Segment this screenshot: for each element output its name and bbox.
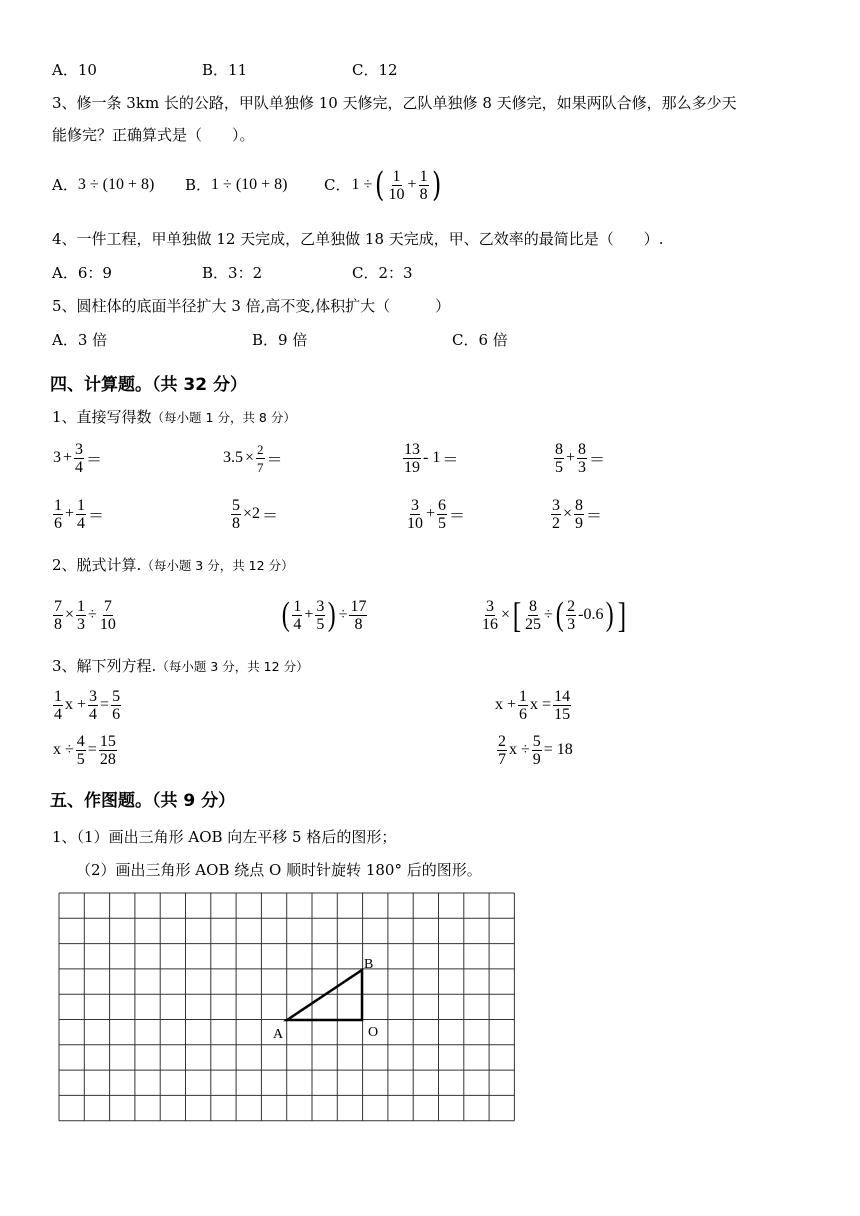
- fraction: $\frac{3}{16}$: [482, 597, 498, 633]
- fraction: $\frac{1}{8}$: [419, 167, 428, 203]
- q4-option-b: B．3：2: [202, 264, 263, 282]
- q2-option-c: C．12: [352, 61, 398, 79]
- fraction: $\frac{1}{4}$: [54, 687, 62, 723]
- direct-calc-7: $\frac{3}{10}$ + $\frac{6}{5}$ ＝: [407, 496, 466, 532]
- q3-text-line1: 3、修一条 3km 长的公路，甲队单独修 10 天修完，乙队单独修 8 天修完，如果两队合修，那么多少天: [52, 94, 737, 112]
- drawing-grid[interactable]: [58, 892, 518, 1124]
- direct-calc-4: $\frac{8}{5}$ + $\frac{8}{3}$ ＝: [555, 440, 606, 476]
- part3-title: 3、解下列方程.: [52, 657, 157, 675]
- label-b: B: [364, 957, 374, 972]
- q4-text: 4、一件工程，甲单独做 12 天完成，乙单独做 18 天完成，甲、乙效率的最简比是（ ）.: [52, 230, 664, 248]
- fraction: $\frac{7}{10}$: [99, 597, 116, 633]
- label-a: A: [273, 1027, 284, 1042]
- fraction: $\frac{1}{6}$: [519, 687, 528, 723]
- stepwise-calc-1: $\frac{7}{8}$ × $\frac{1}{3}$ ÷ $\frac{7}{10}$: [54, 597, 116, 633]
- fraction: $\frac{5}{6}$: [112, 687, 121, 723]
- equation-4: $\frac{2}{7}$ x ÷ $\frac{5}{9}$ = 18: [498, 732, 573, 768]
- part1-heading: [52, 407, 296, 427]
- fraction: $\frac{15}{28}$: [99, 732, 116, 768]
- fraction: $\frac{3}{4}$: [75, 440, 84, 476]
- fraction: $\frac{8}{3}$: [578, 440, 587, 476]
- fraction: $\frac{5}{9}$: [532, 732, 541, 768]
- q5-option-c: C．6 倍: [452, 331, 508, 349]
- fraction: $\frac{3}{5}$: [316, 597, 325, 633]
- section-5-title: 五、作图题。（共 9 分）: [50, 791, 236, 811]
- fraction: $\frac{1}{4}$: [293, 597, 302, 633]
- q2-option-b: B．11: [202, 61, 248, 79]
- section-4-title: 四、计算题。（共 32 分）: [50, 375, 247, 395]
- fraction: $\frac{3}{10}$: [407, 496, 423, 532]
- direct-calc-5: $\frac{1}{6}$ + $\frac{1}{4}$ ＝: [54, 496, 105, 532]
- equation-3: x ÷ $\frac{4}{5}$ = $\frac{15}{28}$: [53, 732, 116, 768]
- fraction: $\frac{4}{5}$: [76, 732, 85, 768]
- fraction: $\frac{1}{10}$: [388, 167, 405, 203]
- fraction: $\frac{6}{5}$: [438, 496, 447, 532]
- q3-text-line2: 能修完？正确算式是（ ）。: [52, 126, 255, 144]
- part3-heading: [52, 656, 309, 676]
- stepwise-calc-2: ( $\frac{1}{4}$ + $\frac{3}{5}$ ) ÷ $\frac{17}{8}$: [281, 596, 367, 633]
- q3-option-a-expr: 3 ÷ (10 + 8): [77, 176, 155, 193]
- q2-option-a: A．10: [52, 61, 97, 79]
- drawing-task-1: 1、（1）画出三角形 AOB 向左平移 5 格后的图形；: [52, 828, 397, 846]
- q3-option-a: A． 3 ÷ (10 + 8): [52, 176, 155, 194]
- direct-calc-1: 3 + $\frac{3}{4}$ ＝: [53, 440, 103, 476]
- fraction: $\frac{7}{8}$: [54, 597, 62, 633]
- direct-calc-2: 3.5 × $\frac{2}{7}$ ＝: [223, 441, 283, 475]
- q4-option-c: C．2：3: [352, 264, 413, 282]
- q3-option-c: C． 1 ÷ ( $\frac{1}{10}$ + $\frac{1}{8}$ ): [324, 165, 441, 205]
- triangle-aob: [287, 970, 362, 1020]
- fraction: $\frac{3}{4}$: [89, 687, 98, 723]
- q3-option-b: B． 1 ÷ (10 + 8): [185, 176, 288, 194]
- equation-1: $\frac{1}{4}$ x + $\frac{3}{4}$ = $\frac{5}{6}$: [54, 687, 121, 723]
- part1-title: 1、直接写得数: [52, 408, 152, 426]
- fraction: $\frac{13}{19}$: [404, 440, 420, 476]
- q3-option-b-expr: 1 ÷ (10 + 8): [211, 176, 288, 193]
- part1-note: （每小题 1 分，共 8 分）: [151, 410, 296, 425]
- direct-calc-3: $\frac{13}{19}$ - 1 ＝: [404, 440, 459, 476]
- stepwise-calc-3: $\frac{3}{16}$ × [ $\frac{8}{25}$ ÷ ( $\frac{2}{3}$ -0.6 ) ]: [482, 595, 626, 635]
- q5-option-a: A．3 倍: [52, 331, 108, 349]
- fraction: $\frac{14}{15}$: [554, 687, 571, 723]
- fraction: $\frac{8}{5}$: [555, 440, 563, 476]
- grid-lines: [59, 893, 514, 1121]
- part2-heading: [52, 555, 294, 575]
- equation-2: x + $\frac{1}{6}$ x = $\frac{14}{15}$: [495, 687, 571, 723]
- drawing-task-2: （2）画出三角形 AOB 绕点 O 顺时针旋转 180° 后的图形。: [76, 861, 482, 879]
- fraction: $\frac{5}{8}$: [232, 496, 240, 532]
- q5-text: 5、圆柱体的底面半径扩大 3 倍,高不变,体积扩大（ ）: [52, 297, 451, 315]
- part2-title: 2、脱式计算.: [52, 556, 142, 574]
- q5-option-b: B．9 倍: [252, 331, 308, 349]
- fraction: $\frac{2}{3}$: [567, 597, 576, 633]
- part2-note: （每小题 3 分，共 12 分）: [141, 558, 294, 573]
- fraction: $\frac{2}{7}$: [257, 441, 264, 475]
- fraction: $\frac{2}{7}$: [498, 732, 506, 768]
- direct-calc-8: $\frac{3}{2}$ × $\frac{8}{9}$ ＝: [552, 496, 603, 532]
- fraction: $\frac{1}{3}$: [77, 597, 86, 633]
- fraction: $\frac{8}{25}$: [525, 597, 542, 633]
- fraction: $\frac{3}{2}$: [552, 496, 560, 532]
- label-o: O: [368, 1025, 379, 1040]
- q4-option-a: A．6：9: [52, 264, 112, 282]
- direct-calc-6: $\frac{5}{8}$ ×2 ＝: [232, 496, 279, 532]
- fraction: $\frac{1}{4}$: [77, 496, 86, 532]
- fraction: $\frac{17}{8}$: [350, 597, 367, 633]
- part3-note: （每小题 3 分，共 12 分）: [156, 659, 309, 674]
- fraction: $\frac{1}{6}$: [54, 496, 62, 532]
- fraction: $\frac{8}{9}$: [575, 496, 584, 532]
